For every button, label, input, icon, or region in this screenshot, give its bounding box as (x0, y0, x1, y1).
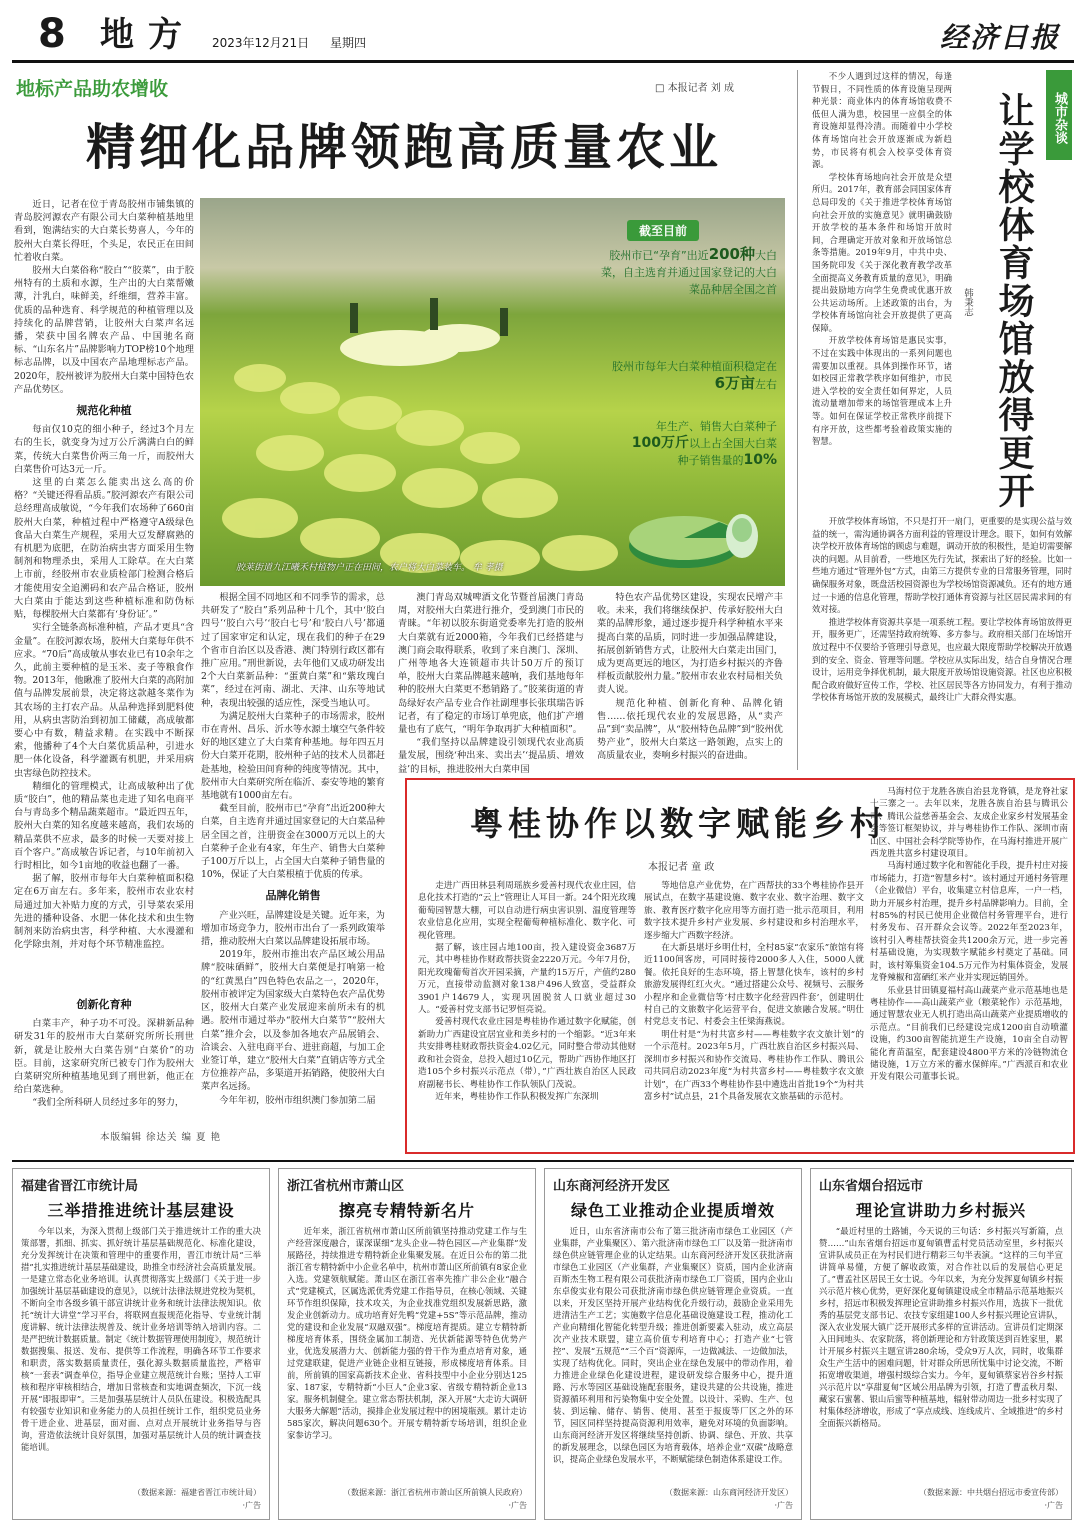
ad-box-shanghe (544, 1168, 802, 1520)
issue-weekday: 星期四 (330, 36, 367, 50)
bottom-rule (12, 1160, 1074, 1162)
ad-text: 近年来，浙江省杭州市萧山区所前镇坚持推动党建工作与生产经营深度融合，谋深谋细“龙头企业—特色园区—产业集群”发展路径，持续推进专精特新企业集聚发展。在近日公布的第二批浙江省专精特新中小企业名单中，杭州市萧山区所前镇有8家企业入选。党建领航赋能。萧山区在浙江省率先推广非公企业“融合式”党建模式，区属选派优秀党建工作指导员，在核心领域、关键环节作组织保障，技术攻关，为企业找准党组织发展新思路，激发企业创新动力。成功培育好先鸭“党建+5S”等示范品牌，推动党的建设和企业发展“双融双强”。梯度培育提质。建立专精特新梯度培育体系，围绕金属加工制造、光伏新能源等特色优势产业，优选发展潜力大、创新能力强的骨干作为重点培育对象，通过党建联建，促进产业链企业相互链接，形成梯度培育体系。目前，所前镇的国家高新技术企业、省科技型中小企业分别达125家、187家，专精特新“小巨人”企业3家、省级专精特新企业13家。服务机制健全。建立常态帮扶机制，深入开展“大走访大调研大服务大解题”活动，摸排企业发展过程中的困境瓶颈。累计走访585家次，解决问题630个。开展专精特新专场培训，组织企业家参访学习。 (287, 1226, 527, 1440)
ad-region: 山东商河经济开发区 (553, 1179, 671, 1194)
masthead (0, 0, 1080, 60)
page-editors: 本版编辑 徐达关 编 夏 艳 (100, 1132, 222, 1143)
ad-label: ·广告 (774, 1501, 793, 1510)
ad-region: 福建省晋江市统计局 (21, 1179, 139, 1194)
infographic-stat-area: 胶州市每年大白菜种植面积稳定在6万亩左右 (612, 360, 777, 392)
lead-headline: 精细化品牌领跑高质量农业 (86, 119, 723, 176)
infographic-stat-seeds: 年生产、销售大白菜种子100万斤以上占全国大白菜种子销售量的10% (631, 420, 777, 468)
lead-column-3: 澳门青岛双城啤酒文化节暨首届澳门青岛周，对胶州大白菜进行推介，受到澳门市民的青睐。“年初以胶东街道党委率先打造的胶州大白菜就有近2000箱，今年我们已经搭建与澳门商会取得联系，收到了来自澳门、深圳、广州等地各大连锁超市共计50万斤的预订单，胶州大白菜品牌越来越响，我们基地每年种的胶州大白菜更不愁销路了。”胶莱街道的青岛绿好农产品专业合作社副理事长张琪瑞告诉记者，有了稳定的市场订单兜底，他们扩产增量也有了底气，“明年争取再扩大种植面积”。 “我们坚持以品牌建设引领现代农业高质量发展，围绕‘种出来、卖出去’‘提品质、增效益’的目标，推进胶州大白菜申国 (398, 592, 584, 775)
ad-text: “最近村里的土路铺，今天说的三句话：乡村振兴写新篇，点赞……”山东省烟台招远市夏甸镇曹孟村党员活动室里，乡村振兴宣讲队成员正在为村民们进行精彩三句半表演。“这样的三句半宣讲简单易懂，方便了解收政策，对合作社以后的发展信心更足了。”曹孟社区居民王女士说。今年以来，为充分发挥夏甸镇乡村振兴示范片核心优势，更好深化夏甸镇建设成全市精品示范基地振兴乡村，招远市积极发挥理论宣讲助推乡村振兴作用，选拔下一批优秀的基层党支部书记、农技专家组建100人乡村振兴理论宣讲队，深入农业发展大镇广泛开展形式多样的宣讲活动。宣讲员们定期深入田间地头、农家院落，将创新理论和方针政策送到百姓家里，累计开展乡村振兴主题宣讲280余场，受众9万人次，同时，收集群众生产生活中的困难问题，针对群众所思所忧集中讨论交流，不断拓宽增收渠道，增强村级综合实力。今年，夏甸镇蔡家岩谷乡村振兴示范片以“享甜夏甸”区域公用品牌为引领，打造了曹孟秋月梨、藏家石蜜薯、银山后蜜等种植基地，辐射带动周边一批乡村实现了村集体经济增收，形成了“享点成线、连线成片、全域推进”的乡村全面振兴新格局。 (819, 1226, 1063, 1428)
ad-region: 山东省烟台招远市 (819, 1179, 924, 1194)
subhead-branding: 品牌化销售 (265, 889, 321, 903)
feature-headline: 粤桂协作以数字赋能乡村 (470, 804, 888, 843)
lead-column-4: 特色农产品优势区建设，实现农民增产丰收。未来，我们将继续保护、传承好胶州大白菜的品牌形象，通过逐步提升科学种植水平来提高白菜的品质，同时进一步加强品牌建设，拓展创新销售方式，让胶州大白菜走出国门，成为更高更远的地区，为打造乡村振兴的齐鲁样板贡献胶州力量。”胶州市农业农村局相关负责人说。 规范化种植、创新化育种、品牌化销售……依托现代农业的发展思路，从“卖产品”到“卖品牌”，从“胶州特色品牌”到“胶州优势产业”，胶州大白菜这一路领跑，点实上的高质量农业，奏响乡村振兴的奋进曲。 (597, 592, 783, 762)
ad-source: （数据来源：山东商河经济开发区） (665, 1488, 793, 1497)
subhead-planting: 规范化种植 (76, 404, 132, 418)
ad-label: ·广告 (1044, 1501, 1063, 1510)
ad-source: （数据来源：福建省晋江市统计局） (133, 1488, 261, 1497)
paper-logo: 经济日报 (940, 21, 1061, 54)
ad-region: 浙江省杭州市萧山区 (287, 1179, 405, 1194)
ad-box-jinjiang (12, 1168, 270, 1520)
feature-right-column: 马海村位于龙胜各族自治县龙脊镇，是龙脊社家十三寨之一。去年以来，龙胜各族自治县与腾讯公司、腾讯公益慈善基金会、友成企业家乡村发展基金会等签订框架协议，并与粤桂协作工作队、深圳市南山区、中国社会科学院等协作，在马海村推进开展广西龙胜共富乡村建设项目。 马海村通过数字化和智能化手段，提升村庄对接市场能力，打造“智慧乡村”。该村通过开通村务管理（企业微信）平台，收集建立村信息库，一户一档，助力开展乡村治理，提升乡村品牌影响力。目前，全村85%的村民已使用企业微信村务管理平台，进行村务发布、召开群众会议等。2022年至2023年，该村引入粤桂帮扶资金共1200余万元，进一步完善村基础设施，为实现数字赋能乡村奠定了基础。同时，该村筹集资金104.5万元作为村集体资金，发展龙脊辣椒和富硒红米产业并实现远销国外。 乐业县甘田镇夏福村高山蔬菜产业示范基地也是粤桂协作——高山蔬菜产业（粮菜轮作）示范基地，通过智慧农业无人机打造出高山蔬菜产业提质增收的示范点。“目前我们已经建设完成1200亩自动喷灌设施，约300亩智能抗逆生产设施，10亩全自动智能化育苗温室，配套建设4800平方米的冷链物流仓储设施，1万立方米的蓄水保鲜库。”广西派百和农业开发有限公司董事长说。 (870, 787, 1068, 1083)
ad-headline: 擦亮专精特新名片 (338, 1201, 475, 1220)
commentary-author: 韩秉志 (962, 288, 973, 317)
ad-label: ·广告 (242, 1501, 261, 1510)
lead-column-1: 近日，记者在位于青岛胶州市铺集镇的青岛胶河源农产有限公司大白菜种植基地里看到，饱满结实的大白菜长势喜人，今年的胶州大白菜长得旺，个头足，农民正在田间忙着收白菜。 胶州大白菜俗称“胶白”“胶菜”，由于胶州特有的土质和水源，生产出的大白菜帮嫩薄，汁乳白，味鲜美，纤维细，营养丰富。优质的品种选育、科学规范的种植管理以及持续化的品牌营销，让胶州大白菜声名远播，荣获中国名牌农产品、中国驰名商标、“山东名片”品牌影响力TOP榜10个地理标志品牌，以及中国农产品地理标志产品。2020年，胶州被评为胶州大白菜中国特色农产品优势区。 规范化种植 每亩仅10克的细小种子，经过3个月左右的生长，就变身为过万公斤满满白白的鲜菜，传统大白菜售价两三角一斤，而胶州大白菜售价可达3元一斤。 这里的白菜怎么能卖出这么高的价格？“关键还得看品质。”胶河源农产有限公司总经理高成敏说，“今年我们农场种了660亩胶州大白菜，种植过程中严格遵守A级绿色食品大白菜生产规程，采用大豆发酵腐熟的有机肥为底肥，在防治病虫害方面采用生物制剂和物理杀虫，采用人工除草。在大白菜上市前，经胶州市农业质检部门检测合格后才能使用安全追溯码和农产品合格证，胶州大白菜由于能达到这些种植标准和防伪标贴，每棵胶州大白菜都有‘身份证’。” 实行全链条高标准种植，产品才更具“含金量”。在胶河源农场，胶州大白菜每年供不应求。“70后”高成敏从事农业已有10余年之久，此前主要种植的是玉米、麦子等粮食作物。2013年，他瞅准了胶州大白菜的高附加值与品牌发展前景，决定将这款越冬菜作为其农场的主打农产品。从品种选择到肥料使用，从病虫害防治到初加工储藏，高成敏都要心中有数，精益求精。在实践中不断探索，他播种了4个大白菜优质品种，引进水肥一体化设备，科学灌溉有机肥，并采用病虫害绿色防控技术。 精细化的管理模式，让高成敏种出了优质“胶白”，他的精品菜也走进了知名电商平台与青岛多个精品蔬菜超市。“最近四五年，胶州大白菜的知名度越来越高，我们农场的精品菜供不应求，最多的时候一天要对接上百个客户。”高成敏告诉记者，与10年前初入行时相比，如今1亩地的收益也翻了一番。 据了解，胶州市每年大白菜种植面积稳定在6万亩左右。多年来，胶州市农业农村局通过加大补贴力度的方式，引导菜农采用先进的播种设备、水肥一体化技术和虫生物制剂来防治病虫害，科学种植、大水漫灌和化学除虫剂，并对每个环节精准监控。 (14, 199, 194, 951)
ad-text: 今年以来，为深入贯彻上级部门关于推进统计工作的重大决策部署，抓细、抓实、抓好统计基层基础规范化、标准化建设，充分发挥统计在决策和管理中的重要作用，晋江市统计局“三举措”扎实推进统计基层基础建设，助推全市经济社会高质量发展。一是建立常态化业务培训。认真贯彻落实上级部门《关于进一步加强统计基层基础建设的意见》，以统计法律法规进党校为契机，不断向全市各级乡镇干部宣讲统计业务和统计法律法规知识。依托“统计大讲堂”学习平台，将联网直报规范化指导、专业统计制度讲解、统计法律法规普及、统计业务培训等纳入培训内容。二是严把统计数据质量。制定《统计数据管理使用制度》，规范统计数据搜集、报送、发布、提供等工作流程，明确各环节工作要求和职责，落实数据质量责任，强化源头数据质量监控，严格审核“一套表”调查单位，指导企业建立规范统计台账；坚持人工审核和程序审核相结合，增加日常核查和实地调查频次，下沉一线开展“即报即审”。三是加强基层统计人员队伍建设。积极选配具有较强专业知识和业务能力的人员担任统计工作，组织党员业务骨干进企业、进基层，面对面、点对点开展统计业务指导与咨询，营造依法统计良好氛围，加强对基层统计人员的统计调查技能培训。 (21, 1226, 261, 1452)
ad-headline: 三举措推进统计基层建设 (47, 1201, 235, 1220)
subhead-breeding: 创新化育种 (76, 998, 132, 1011)
lead-column-label: 地标产品助农增收 (16, 78, 169, 100)
feature-column-1: 走进广西田林县利周瑶族乡爱善村现代农业庄园，信息化技术打造的“云上”管理让人耳目一新。24个阳光玫瑰葡萄园智慧大棚，可以自动进行病虫害识别、温度管理等农业信息化应用，实现全程葡萄种植标准化、数字化、可视化管理。 据了解，该庄园占地100亩，投入建设资金3687万元，其中粤桂协作财政帮扶资金2220万元。今年7月份，阳光玫瑰葡萄首次开园采摘，产量约15万斤，产值约280万元，直接带动监测对象138户496人致富，受益群众3901户14679人，实现巩固脱贫人口就业超过30人。“爱善村党支部书记罗恒亮说。 爱善村现代农业庄园是粤桂协作通过数字化赋能，创新助力广西建设宜居宜业和美乡村的一个缩影。“近3年来共安排粤桂财政帮扶资金4.02亿元，同时整合带动其他财政和社会资金，总投入超过10亿元，帮助广西协作地区打造105个乡村振兴示范点（带），”广西壮族自治区人民政府副秘书长、粤桂协作工作队领队门茂说。 近年来，粤桂协作工作队积极发挥广东深圳 (418, 881, 636, 1102)
infographic-stat-varieties: 胶州市已“孕育”出近200种大白菜，自主选育并通过国家登记的大白菜品种居全国之首 (601, 245, 777, 296)
ad-source: （数据来源：中共烟台招远市委宣传部） (919, 1488, 1063, 1497)
ad-box-zhaoyuan (810, 1168, 1072, 1520)
feature-reporter: 本报记者 童 政 (648, 862, 715, 873)
infographic-badge: 截至目前 (627, 220, 699, 241)
commentary-body-top: 不少人遇到过这样的情况，每逢节假日，不同性质的体育设施呈现两种光景：商业体内的体育场馆收费不低但人满为患，校园里一应俱全的体育设施却显得冷清。而随着中小学校体育场馆向社会开放逐渐成为新趋势，市民将有机会入校享受体育资源。 学校体育场地向社会开放是众望所归。2017年，教育部会同国家体育总局印发的《关于推进学校体育场馆向社会开放的实施意见》就明确鼓励开放学校的基本条件和场馆开放时间，合理确定开放对象和开放场馆总条等措施。2019年9月，中共中央、国务院印发《关于深化教育教学改革全面提高义务教育质量的意见》，明确提出鼓励地方向学生免费或优惠开放公共运动场所。上述政策的出台，为学校体育场馆向社会开放提供了更高保障。 开放学校体育场馆是惠民实事，不过在实践中体现出的一系列问题也需要加以重视。具体到操作环节，诸如校园正常教学秩序如何维护，市民进入学校的安全责任如何界定，人员流动量增加带来的场馆管理成本上升等。如何在保证学校正常秩序前提下有序开放，这些都考验着政策实施的智慧。 (812, 71, 952, 447)
lead-reporter: □ 本报记者 刘 成 (655, 83, 734, 94)
ad-headline: 绿色工业推动企业提质增效 (570, 1201, 775, 1220)
right-divider (797, 70, 798, 770)
page-number: 8 (38, 11, 66, 57)
commentary-column-label: 城市杂谈 (1046, 70, 1072, 160)
ad-text: 近日，山东省济南市公布了第三批济南市绿色工业园区（产业集群，产业集聚区）、第六批济南市绿色工厂以及第一批济南市绿色供应链管理企业的认定结果。山东商河经济开发区获批济南市绿色工业园区（产业集群，产业集聚区）资质，国内企业济南百斯杰生物工程有限公司获批济南市绿色工厂资质，国内企业山东卓俊实业有限公司获批济南市绿色供应链管理企业资质。一直以来，开发区坚持开展产业结构优化升级行动，鼓励企业采用先进清洁生产工艺；实施数字信息化基础设施建设工程，推动化工产业向精细化智能化转型升级；推进创新要素入驻动，成立高层次产业技术联盟，建立高价值专利培育中心；打造产业“七管控”、发展“五规范”“三个百”资源库，一边做减法、一边做加法，实现了结构优化。同时，突出企业在绿色发展中的带动作用，着力推进企业绿色化建设进程，建设研发综合服务中心，提升道路、污水等园区基础设施配套服务，建设共建的公共设施，推进资源循环利用和污染物集中安全处置。以设计、采购、生产、包装、到运输、储存、销售、使用、甚至于报废等厂区之外的环节，园区同样坚持提高资源利用效率，避免对环境的负面影响。山东商河经济开发区将继续坚持创新、协调、绿色、开放、共享的新发展理念，以绿色园区为培育载体，培养企业“双碳”战略意识，提高企业绿色发展水平，不断赋能绿色制造体系建设工作。 (553, 1226, 793, 1464)
ad-box-xiaoshan (278, 1168, 536, 1520)
commentary-body-bottom: 开放学校体育场馆，不只是打开一扇门，更重要的是实现公益与效益的统一，需沟通协调各方面利益的管理设计理念。眼下，如何有效解决学校开放体育场馆的顾虑与难题，调动开放的积极性，是迫切需要解决的问题。从目前看，一些地区先行先试，探索出了好的经验。比如一些地方通过“管理外包”方式，由第三方提供专业的日常服务管理，同时确保服务对象，既盘活校园资源也为学校场馆资源减负。还有的地方通过一卡通的信息化管理，帮助学校打通体育资源与社区居民需求间的有效对接。 推进学校体育资源共享是一项系统工程。要让学校体育场馆放得更开，服务更广，还需坚持政府统筹、多方参与。政府相关部门在场馆开放过程中不仅要给予管理引导意见，也应最大限度帮助学校解决开放遇到的安全、资金、管理等问题。学校应从实际出发，结合自身情况合理设计，运用竞争择优机制，最大限度开放场馆设施资源。社区也应积极配合政府做好宣传工作，学校、社区居民等各方协同发力，有利于推动学校体育场馆开放的发展模式，最终让广大群众得实惠。 (812, 516, 1072, 703)
ad-headline: 理论宣讲助力乡村振兴 (855, 1201, 1026, 1220)
ad-label: ·广告 (508, 1501, 527, 1510)
masthead-rule (12, 60, 1074, 63)
section-name: 地方 (100, 15, 196, 55)
share-pie-chart (624, 486, 764, 576)
photo-caption: 胶莱街道九江曦禾村植物户正在田间，农户将大白菜装车。 牟 孝摄 (236, 563, 503, 573)
lead-column-2: 根据全国不同地区和不同季节的需求，总共研发了“胶白”系列品种十几个，其中‘胶白四号’‘胶白六号’‘胶白七号’和‘胶白八号’都通过了国家审定和认定，现在我们的种子在29个省市自治区以及香港、澳门特别行政区都有推广应用。”刑世新说，去年他们又成功研发出2个大白菜新品种：“蛋黄白菜”和“紫玫瑰白菜”，经过在河南、湖北、天津、山东等地试种，表现出较强的适应性，深受当地认可。 为满足胶州大白菜种子的市场需求，胶州市在青州、昌乐、沂水等水源土壤空气条件较好的地区建立了大白菜育种基地。每年四五月份大白菜开花期，胶州种子站的技术人员都赶赴基地，检验田间育种的纯度等情况。其中，胶州市大白菜研究所在临沂、泰安等地的繁育基地就有1000亩左右。 截至目前，胶州市已“孕育”出近200种大白菜，自主选育并通过国家登记的大白菜品种居全国之首，注册资金在3000万元以上的大白菜种子企业有4家，年生产、销售大白菜种子100万斤以上，占全国大白菜种子销售量的10%，保证了大白菜根植于优质的传承。 品牌化销售 产业兴旺，品牌建设是关键。近年来，为增加市场竞争力，胶州市出台了一系列政策举措，推动胶州大白菜以品牌建设拓展市场。 2019年，胶州市推出农产品区域公用品牌“胶味硒鲜”，胶州大白菜便是打响第一枪的“红黄黑白”四色特色农品之一，2020年，胶州市被评定为国家级大白菜特色农产品优势区，胶州大白菜产业发展迎来前所未有的机遇。胶州市通过举办“胶州大白菜节”“胶州大白菜”推介会，以及参加各地农产品展销会、洽谈会、入驻电商平台、进驻商超，与加工企业签订单，建立“胶州大白菜”直销店等方式全方位推荐产品，多渠道开拓销路，使胶州大白菜声名远扬。 今年年初，胶州市组织澳门参加第二届 (201, 592, 385, 1106)
issue-date: 2023年12月21日 (212, 36, 310, 50)
lead-column-1-end: 创新化育种 白菜丰产，种子功不可没。深耕新品种研发31年的胶州市大白菜研究所所长刑世新，就是让胶州大白菜告别“白菜价”的功臣。目前，这家研究所已被专门作为胶州大白菜研究所种植基地见到了刑世新，他正在给白菜选种。 “我们全所科研人员经过多年的努力， (14, 998, 194, 1109)
ad-source: （数据来源：浙江省杭州市萧山区所前镇人民政府） (343, 1488, 527, 1497)
commentary-headline: 让学校体育场馆放得更开 (993, 92, 1034, 510)
feature-column-2: 等地信息产业优势，在广西帮扶的33个粤桂协作县开展试点，在数字基建设施、数字农业、数字治理、数字文旅、教育医疗数字化应用等方面打造一批示范项目，利用数字技术提升乡村产业发展、乡村建设和乡村治理水平，逐步缩大广西数字经济。 在大新县堪圩乡明仕村，全村85家“农家乐”旅馆有将近1100间客房，可同时接待2000多人入住，5000人就餐。依托良好的生态环境，搭上智慧化快车，该村的乡村旅游发展得红红火火。“通过搭建公众号、视频号、云服务小程序和企业微信等‘村庄数字化经营四件套’，创建明仕村自己的文旅数字化运营平台，促进文旅融合发展。”明仕村党总支书记、村委会主任梁海燕说。 明仕村是“为村共富乡村——粤桂数字农文旅计划”的一个示范村。2023年5月，广西壮族自治区乡村振兴局、深圳市乡村振兴和协作交流局、粤桂协作工作队、腾讯公司共同启动2023年度“为村共富乡村——粤桂数字农文旅计划”，在广西33个粤桂协作县中遴选出首批19个“为村共富乡村”试点县，21个具备发展农文旅基础的示范村。 (644, 881, 864, 1102)
